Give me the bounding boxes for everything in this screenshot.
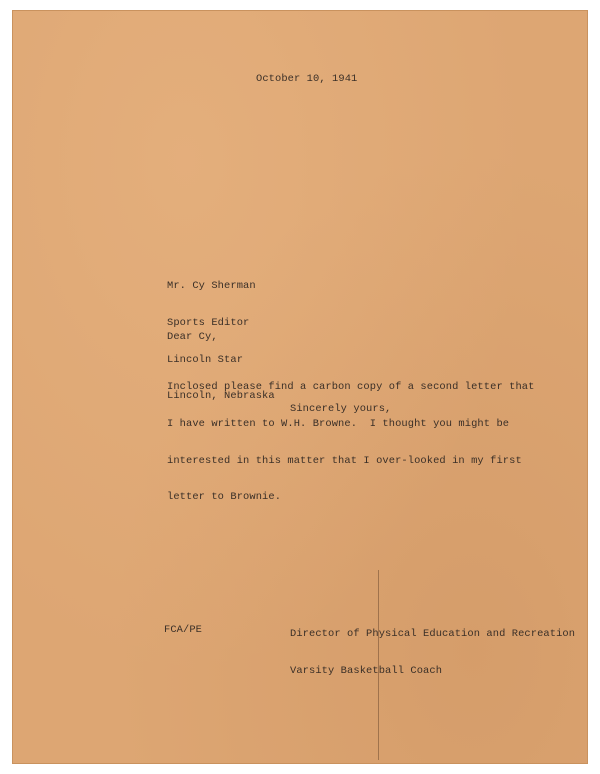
recipient-title: Sports Editor bbox=[167, 317, 250, 330]
body-line: I have written to W.H. Browne. I thought you might be bbox=[167, 418, 510, 431]
recipient-organization: Lincoln Star bbox=[167, 353, 244, 366]
signature-block bbox=[290, 604, 575, 689]
recipient-name: Mr. Cy Sherman bbox=[167, 280, 256, 293]
letter-body bbox=[167, 357, 534, 516]
closing: Sincerely yours, bbox=[290, 403, 392, 415]
recipient-city: Lincoln, Nebraska bbox=[167, 390, 275, 403]
body-line: Inclosed please find a carbon copy of a second letter that bbox=[167, 381, 535, 394]
signature-title-line: Varsity Basketball Coach bbox=[290, 665, 443, 678]
letter-date: October 10, 1941 bbox=[256, 73, 358, 85]
salutation: Dear Cy, bbox=[167, 331, 218, 343]
typist-initials: FCA/PE bbox=[164, 624, 203, 636]
body-line: interested in this matter that I over-looked in my first bbox=[167, 454, 522, 467]
signature-title-line: Director of Physical Education and Recreation bbox=[290, 628, 576, 641]
body-line: letter to Brownie. bbox=[167, 491, 282, 504]
